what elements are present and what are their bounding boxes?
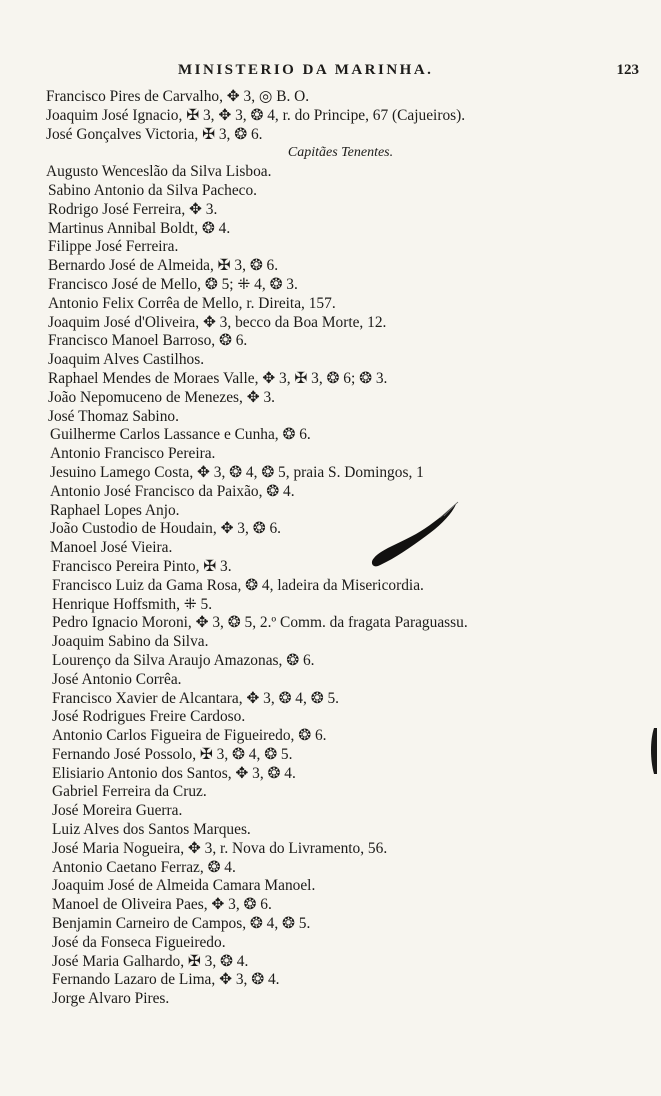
list-item: José Thomaz Sabino. bbox=[48, 407, 179, 425]
list-item: José da Fonseca Figueiredo. bbox=[52, 933, 226, 951]
list-item: Antonio José Francisco da Paixão, ❂ 4. bbox=[50, 482, 295, 500]
section-heading bbox=[0, 144, 661, 163]
list-item: Antonio Francisco Pereira. bbox=[50, 445, 216, 463]
list-item: José Maria Galhardo, ✠ 3, ❂ 4. bbox=[52, 952, 249, 970]
running-title: MINISTERIO DA MARINHA. bbox=[178, 62, 434, 78]
page-number: 123 bbox=[616, 62, 639, 78]
list-item: José Rodrigues Freire Cardoso. bbox=[52, 708, 246, 726]
list-item: Joaquim José d'Oliveira, ✥ 3, becco da Boa Morte, 12. bbox=[48, 313, 387, 331]
list-item: Fernando Lazaro de Lima, ✥ 3, ❂ 4. bbox=[52, 971, 280, 989]
list-item: Joaquim Alves Castilhos. bbox=[48, 351, 205, 369]
list-item: Francisco José de Mello, ❂ 5; ⁜ 4, ❂ 3. bbox=[48, 275, 298, 293]
list-item: Manoel José Vieira. bbox=[50, 539, 173, 557]
officer-list bbox=[0, 88, 661, 1009]
list-item: Antonio Carlos Figueira de Figueiredo, ❂ 6. bbox=[52, 727, 327, 745]
section-heading-text: Capitães Tenentes. bbox=[287, 145, 394, 161]
list-item: José Moreira Guerra. bbox=[52, 802, 183, 820]
list-item: José Antonio Corrêa. bbox=[52, 670, 182, 688]
list-item: Francisco Manoel Barroso, ❂ 6. bbox=[48, 332, 248, 350]
ink-blot bbox=[370, 500, 460, 570]
list-item: João Custodio de Houdain, ✥ 3, ❂ 6. bbox=[50, 520, 281, 538]
list-item: Augusto Wenceslão da Silva Lisboa. bbox=[46, 163, 272, 181]
list-item: Guilherme Carlos Lassance e Cunha, ❂ 6. bbox=[50, 426, 311, 444]
list-item: Elisiario Antonio dos Santos, ✥ 3, ❂ 4. bbox=[52, 764, 296, 782]
list-item: Manoel de Oliveira Paes, ✥ 3, ❂ 6. bbox=[52, 896, 272, 914]
list-item: Filippe José Ferreira. bbox=[48, 238, 179, 256]
list-item: José Maria Nogueira, ✥ 3, r. Nova do Livramento, 56. bbox=[52, 839, 388, 857]
list-item: Jesuino Lamego Costa, ✥ 3, ❂ 4, ❂ 5, praia S. Domingos, 1 bbox=[50, 463, 424, 481]
list-item: Martinus Annibal Boldt, ❂ 4. bbox=[48, 219, 231, 237]
list-item: Jorge Alvaro Pires. bbox=[52, 990, 170, 1008]
running-head bbox=[0, 62, 661, 84]
list-item: Raphael Mendes de Moraes Valle, ✥ 3, ✠ 3, ❂ 6; ❂ 3. bbox=[48, 369, 388, 387]
list-item: Francisco Pires de Carvalho, ✥ 3, ◎ B. O. bbox=[46, 88, 310, 105]
list-item: Raphael Lopes Anjo. bbox=[50, 501, 180, 519]
list-item: Joaquim José Ignacio, ✠ 3, ✥ 3, ❂ 4, r. do Principe, 67 (Cajueiros). bbox=[46, 106, 466, 124]
list-item: Rodrigo José Ferreira, ✥ 3. bbox=[48, 200, 218, 218]
list-item: Antonio Caetano Ferraz, ❂ 4. bbox=[52, 858, 236, 876]
list-item: Pedro Ignacio Moroni, ✥ 3, ❂ 5, 2.º Comm. da fragata Paraguassu. bbox=[52, 614, 468, 632]
list-item: Joaquim José de Almeida Camara Manoel. bbox=[52, 877, 316, 895]
list-item: Francisco Pereira Pinto, ✠ 3. bbox=[52, 557, 232, 575]
list-item: Gabriel Ferreira da Cruz. bbox=[52, 783, 207, 801]
list-item: José Gonçalves Victoria, ✠ 3, ❂ 6. bbox=[46, 125, 263, 143]
list-item: João Nepomuceno de Menezes, ✥ 3. bbox=[48, 388, 276, 406]
list-item: Benjamin Carneiro de Campos, ❂ 4, ❂ 5. bbox=[52, 915, 311, 933]
list-item: Henrique Hoffsmith, ⁜ 5. bbox=[52, 595, 213, 613]
list-item: Joaquim Sabino da Silva. bbox=[52, 633, 209, 651]
list-item: Luiz Alves dos Santos Marques. bbox=[52, 821, 251, 839]
edge-mark bbox=[649, 728, 657, 774]
list-item: Francisco Luiz da Gama Rosa, ❂ 4, ladeira da Misericordia. bbox=[52, 576, 424, 594]
list-item: Francisco Xavier de Alcantara, ✥ 3, ❂ 4, ❂ 5. bbox=[52, 689, 339, 707]
list-item: Antonio Felix Corrêa de Mello, r. Direita, 157. bbox=[48, 294, 336, 312]
list-item: Lourenço da Silva Araujo Amazonas, ❂ 6. bbox=[52, 651, 315, 669]
list-item: Bernardo José de Almeida, ✠ 3, ❂ 6. bbox=[48, 257, 279, 275]
list-item: Sabino Antonio da Silva Pacheco. bbox=[48, 181, 258, 199]
list-item: Fernando José Possolo, ✠ 3, ❂ 4, ❂ 5. bbox=[52, 745, 293, 763]
